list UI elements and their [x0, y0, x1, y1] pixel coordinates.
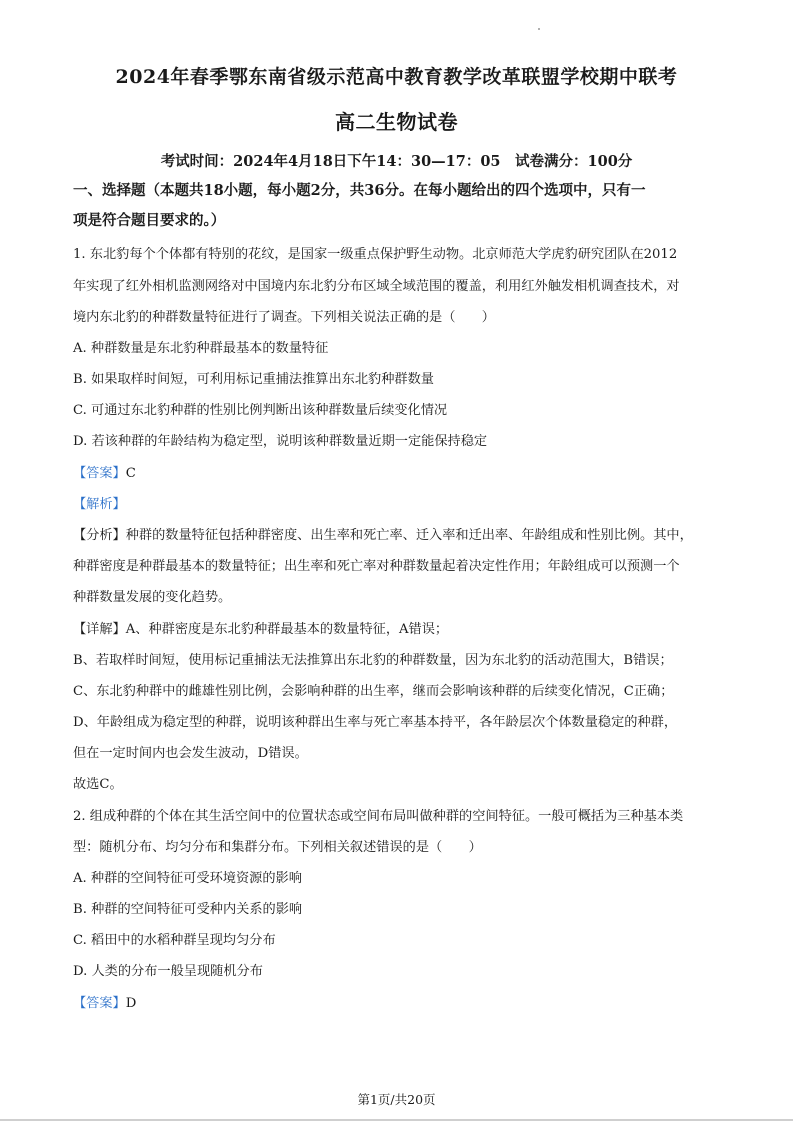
answer-tag: 【答案】 [73, 466, 126, 481]
q1-fenxi-line-2: 种群密度是种群最基本的数量特征；出生率和死亡率对种群数量起着决定性作用；年龄组成可以预测一个 [73, 559, 680, 574]
q2-option-d: D. 人类的分布一般呈现随机分布 [73, 964, 263, 979]
q1-answer-value: C [125, 466, 136, 481]
q1-fenxi-text-1: 种群的数量特征包括种群密度、出生率和死亡率、迁入率和迁出率、年龄组成和性别比例。其中， [125, 528, 693, 543]
answer-tag: 【答案】 [73, 996, 126, 1011]
q1-detail-line-2: B、若取样时间短，使用标记重捕法无法推算出东北豹的种群数量，因为东北豹的活动范围大，B错误； [73, 653, 673, 668]
q1-detail-line-3: C、东北豹种群中的雌雄性别比例，会影响种群的出生率，继而会影响该种群的后续变化情况，C正确； [73, 684, 674, 699]
q1-stem-line-2: 年实现了红外相机监测网络对中国境内东北豹分布区域全域范围的覆盖，利用红外触发相机调查技术，对 [73, 279, 680, 294]
q1-option-d: D. 若该种群的年龄结构为稳定型，说明该种群数量近期一定能保持稳定 [73, 434, 488, 449]
q1-detail-text-1: A、种群密度是东北豹种群最基本的数量特征，A错误； [125, 622, 449, 637]
fenxi-tag: 【分析】 [73, 528, 126, 543]
section-heading-line-2: 项是符合题目要求的。） [73, 212, 226, 229]
q1-fenxi-line-3: 种群数量发展的变化趋势。 [73, 590, 232, 605]
q1-detail-line-5: 但在一定时间内也会发生波动，D错误。 [73, 746, 308, 761]
exam-title: 2024年春季鄂东南省级示范高中教育教学改革联盟学校期中联考 [115, 66, 678, 88]
section-heading [73, 176, 723, 236]
detail-tag: 【详解】 [73, 622, 126, 637]
q1-option-c: C. 可通过东北豹种群的性别比例判断出该种群数量后续变化情况 [73, 403, 448, 418]
q1-option-b: B. 如果取样时间短，可利用标记重捕法推算出东北豹种群数量 [73, 372, 434, 387]
section-heading-line-1: 一、选择题（本题共18小题，每小题2分，共36分。在每小题给出的四个选项中，只有一 [73, 182, 646, 199]
q2-answer-line [73, 992, 723, 1011]
q2-stem-line-1: 2. 组成种群的个体在其生活空间中的位置状态或空间布局叫做种群的空间特征。一般可概括为三种基本类 [73, 809, 684, 824]
q2-option-c: C. 稻田中的水稻种群呈现均匀分布 [73, 933, 276, 948]
q1-conclusion: 故选C。 [73, 777, 123, 792]
q1-fenxi-line-1 [73, 524, 723, 543]
page-number: 第1页/共20页 [357, 1092, 436, 1107]
q1-detail-line-1 [73, 618, 723, 637]
q2-stem-line-2: 型：随机分布、均匀分布和集群分布。下列相关叙述错误的是（ ） [73, 840, 482, 855]
exam-subtitle: 高二生物试卷 [335, 110, 458, 134]
scan-dot [538, 28, 540, 30]
q2-option-b: B. 种群的空间特征可受种内关系的影响 [73, 902, 303, 917]
bottom-divider [0, 1119, 793, 1121]
exam-info: 考试时间：2024年4月18日下午14：30—17：05 试卷满分：100分 [160, 153, 633, 170]
q1-stem-line-1: 1. 东北豹每个个体都有特别的花纹，是国家一级重点保护野生动物。北京师范大学虎豹研究团队在2012 [73, 247, 678, 262]
q1-option-a: A. 种群数量是东北豹种群最基本的数量特征 [73, 341, 329, 356]
q2-option-a: A. 种群的空间特征可受环境资源的影响 [73, 871, 302, 886]
q2-answer-value: D [125, 996, 137, 1011]
q1-analysis-line [73, 493, 723, 512]
analysis-tag: 【解析】 [73, 497, 126, 512]
q1-stem-line-3: 境内东北豹的种群数量特征进行了调查。下列相关说法正确的是（ ） [73, 310, 495, 325]
q1-answer-line [73, 462, 723, 481]
q1-detail-line-4: D、年龄组成为稳定型的种群，说明该种群出生率与死亡率基本持平，各年龄层次个体数量稳定的种群， [73, 715, 678, 730]
